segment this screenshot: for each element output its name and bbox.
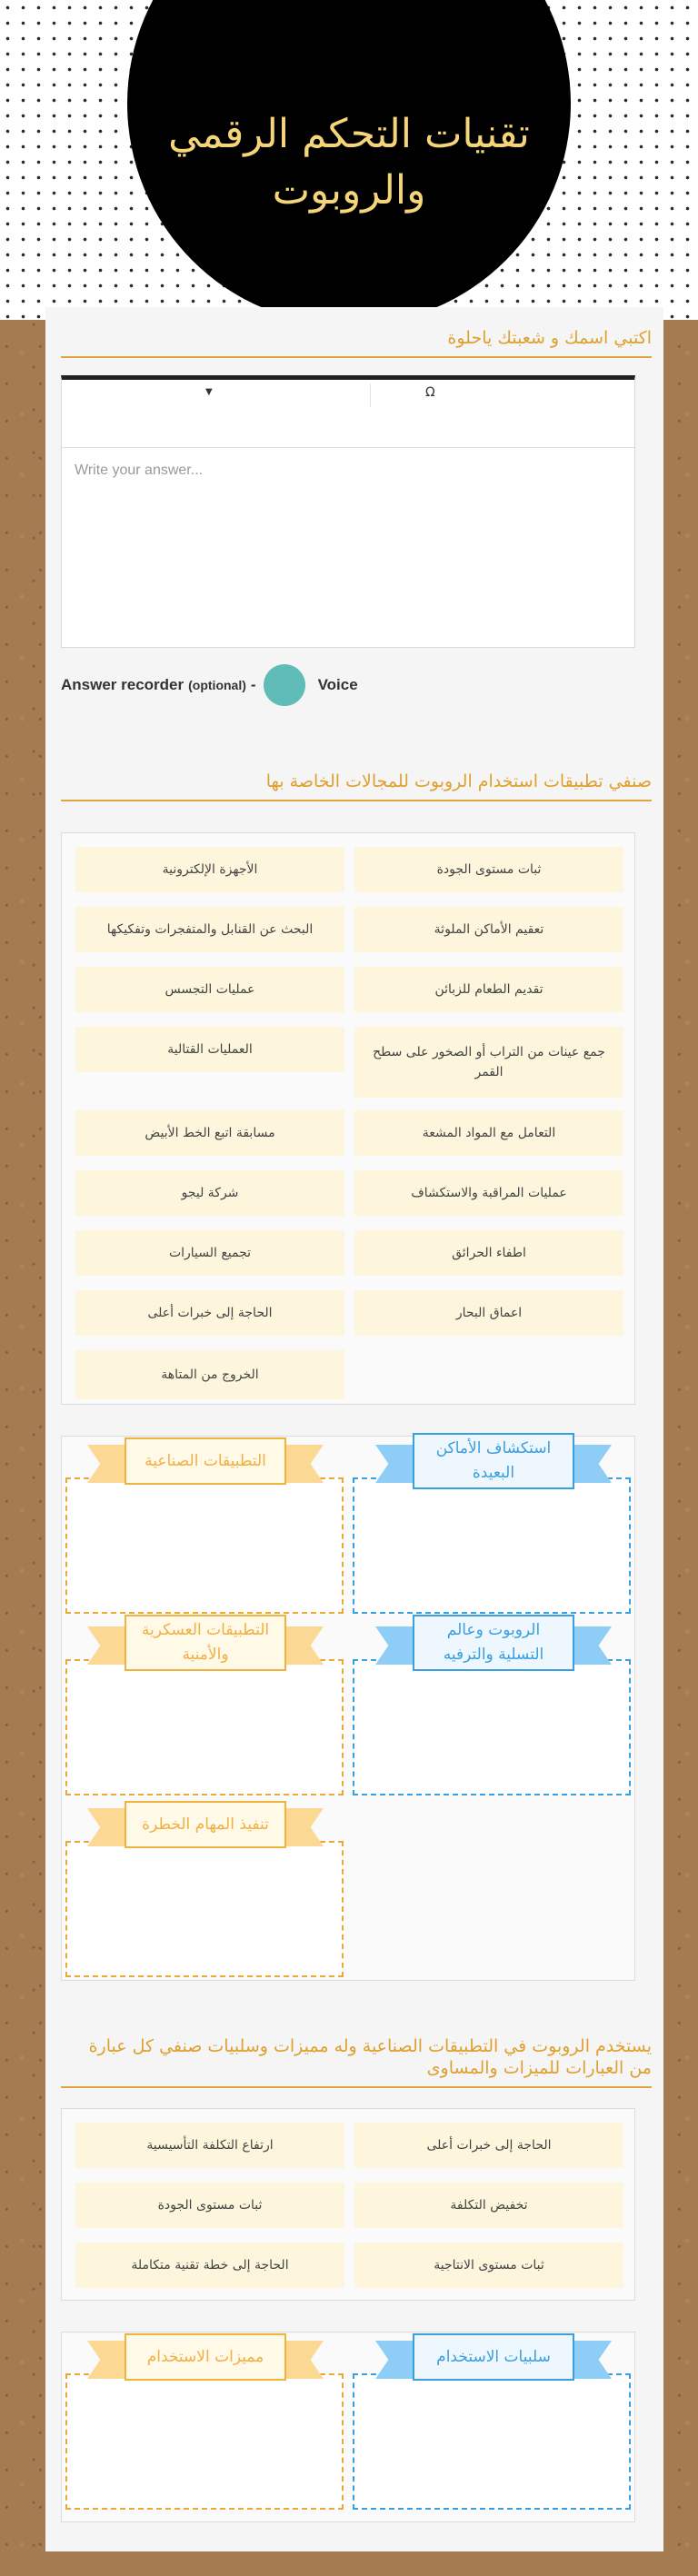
question-3-items-panel [61, 2108, 635, 2301]
draggable-item[interactable]: تخفيض التكلفة [354, 2183, 623, 2228]
draggable-item[interactable]: الأجهزة الإلكترونية [75, 847, 344, 892]
drop-zone-disadvantages[interactable] [353, 2373, 631, 2510]
editor-toolbar [62, 380, 634, 448]
draggable-item[interactable]: ارتفاع التكلفة التأسيسية [75, 2123, 344, 2168]
draggable-item[interactable]: الحاجة إلى خطة تقنية متكاملة [75, 2243, 344, 2288]
category-remote-exploration [375, 1437, 612, 1486]
draggable-item[interactable]: عمليات المراقبة والاستكشاف [354, 1170, 623, 1216]
question-2-title: صنفي تطبيقات استخدام الروبوت للمجالات الخاصة بها [61, 771, 652, 801]
drop-zone-industrial-applications[interactable] [65, 1477, 344, 1614]
drop-zone-advantages[interactable] [65, 2373, 344, 2510]
category-label: استكشاف الأماكن البعيدة [413, 1433, 574, 1489]
draggable-item[interactable]: عمليات التجسس [75, 967, 344, 1012]
voice-label: Voice [317, 676, 358, 693]
recorder-optional: (optional) [188, 678, 246, 692]
category-industrial-applications [87, 1437, 324, 1486]
draggable-item[interactable]: تقديم الطعام للزبائن [354, 967, 623, 1012]
category-label: سلبيات الاستخدام [413, 2333, 574, 2381]
answer-recorder [61, 664, 358, 706]
category-disadvantages [375, 2332, 612, 2382]
special-character-button[interactable]: Ω [425, 385, 435, 400]
category-label: التطبيقات الصناعية [125, 1437, 286, 1485]
draggable-item[interactable]: مسابقة اتبع الخط الأبيض [75, 1110, 344, 1156]
question-3-categories-panel [61, 2332, 635, 2522]
category-label: مميزات الاستخدام [125, 2333, 286, 2381]
answer-input[interactable] [62, 448, 634, 646]
category-dangerous-tasks [87, 1800, 324, 1849]
category-advantages [87, 2332, 324, 2382]
category-military-security [87, 1618, 324, 1667]
draggable-item[interactable]: جمع عينات من التراب أو الصخور على سطح القمر [354, 1027, 623, 1098]
caret-down-icon[interactable]: ▼ [205, 387, 213, 397]
recorder-label: Answer recorder [61, 676, 184, 693]
draggable-item[interactable]: تجميع السيارات [75, 1230, 344, 1276]
header-banner [0, 0, 698, 320]
page-title: تقنيات التحكم الرقمي والروبوت [168, 111, 530, 214]
draggable-item[interactable]: الخروج من المتاهة [75, 1350, 344, 1399]
category-label: التطبيقات العسكرية والأمنية [125, 1615, 286, 1671]
draggable-item[interactable]: اعماق البحار [354, 1290, 623, 1336]
draggable-item[interactable]: العمليات القتالية [75, 1027, 344, 1072]
category-label: تنفيذ المهام الخطرة [125, 1801, 286, 1848]
recorder-dash: - [250, 676, 256, 693]
question-1-title: اكتبي اسمك و شعبتك ياحلوة [61, 327, 652, 358]
draggable-item[interactable]: ثبات مستوى الجودة [354, 847, 623, 892]
drop-zone-dangerous-tasks[interactable] [65, 1841, 344, 1977]
question-3-title: يستخدم الروبوت في التطبيقات الصناعية وله مميزات وسلبيات صنفي كل عبارة من العبارات للميزات والمساوى [61, 2035, 652, 2088]
voice-record-button[interactable] [264, 664, 305, 706]
drop-zone-remote-exploration[interactable] [353, 1477, 631, 1614]
draggable-item[interactable]: اطفاء الحرائق [354, 1230, 623, 1276]
draggable-item[interactable]: ثبات مستوى الانتاجية [354, 2243, 623, 2288]
question-2-items-panel [61, 832, 635, 1405]
draggable-item[interactable]: الحاجة إلى خبرات أعلى [354, 2123, 623, 2168]
toolbar-divider [370, 383, 371, 407]
draggable-item[interactable]: شركة ليجو [75, 1170, 344, 1216]
draggable-item[interactable]: تعقيم الأماكن الملوثة [354, 907, 623, 952]
title-circle [127, 0, 571, 320]
draggable-item[interactable]: الحاجة إلى خبرات أعلى [75, 1290, 344, 1336]
drop-zone-entertainment[interactable] [353, 1659, 631, 1795]
question-2-categories-panel [61, 1436, 635, 1981]
draggable-item[interactable]: البحث عن القنابل والمتفجرات وتفكيكها [75, 907, 344, 952]
worksheet [45, 307, 663, 2551]
drop-zone-military-security[interactable] [65, 1659, 344, 1795]
draggable-item[interactable]: ثبات مستوى الجودة [75, 2183, 344, 2228]
category-entertainment [375, 1618, 612, 1667]
category-label: الروبوت وعالم التسلية والترفيه [413, 1615, 574, 1671]
answer-editor [61, 375, 635, 648]
draggable-item[interactable]: التعامل مع المواد المشعة [354, 1110, 623, 1156]
